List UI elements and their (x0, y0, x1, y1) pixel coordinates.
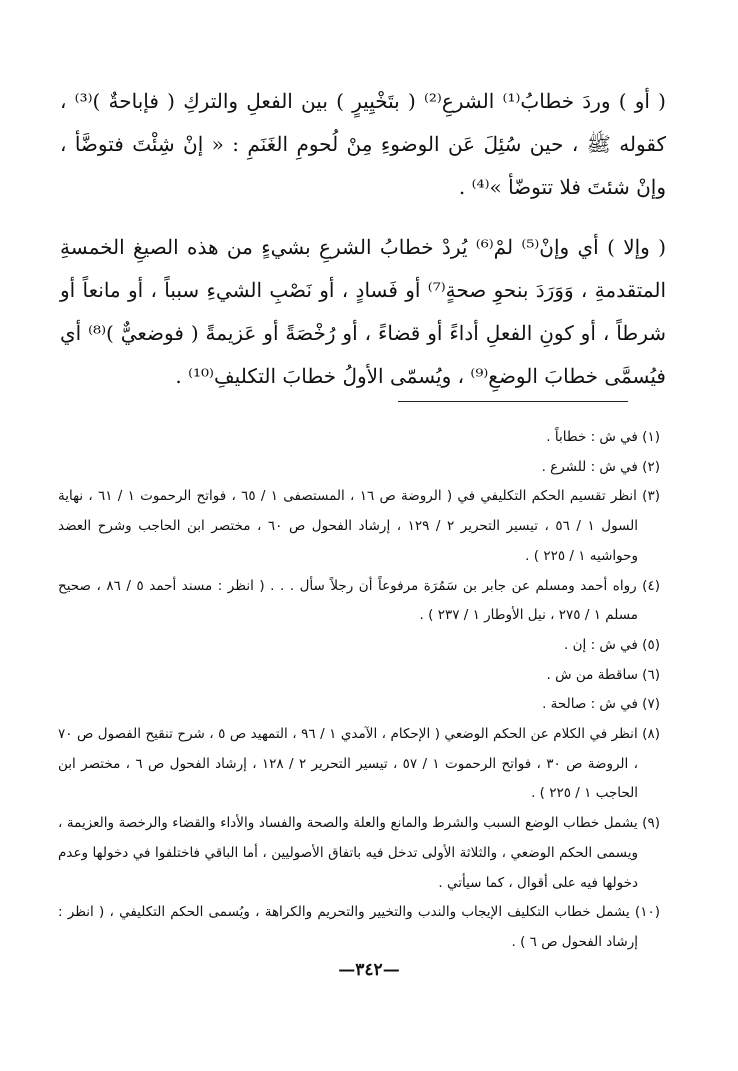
main-paragraph-1: ( أو ) وردَ خطابُ⁽¹⁾ الشرعِ⁽²⁾ ( بتَخْيِيرٍ ) بين الفعلِ والتركِ ( فإباحةٌ )⁽³⁾ ، كقوله ﷺ ، حين سُئِلَ عَن الوضوءِ مِنْ لُحومِ الغَنَمِ : « إنْ شِئْتَ فتوضَّأ ، وإنْ شئتَ فلا تتوضّأ »⁽⁴⁾ . (60, 89, 666, 199)
footnotes (58, 423, 660, 958)
footnote-10: (١٠) يشمل خطاب التكليف الإيجاب والندب والتخيير والتحريم والكراهة ، ويُسمى الحكم التكليفي ، ( انظر : إرشاد الفحول ص ٦ ) . (58, 904, 660, 950)
main-paragraph-2: ( وإلا ) أي وإنْ⁽⁵⁾ لمْ⁽⁶⁾ يُردْ خطابُ الشرعِ بشيءٍ من هذه الصيغِ الخمسةِ المتقدمةِ ، وَوَرَدَ بنحوِ صحةٍ⁽⁷⁾ أو فَسادٍ ، أو نَصْبِ الشيءِ سبباً ، أو مانعاً أو شرطاً ، أو كونِ الفعلِ أداءً أو قضاءً ، أو رُخْصَةً أو عَزيمةً ( فوضعيٌّ )⁽⁸⁾ أي فيُسمَّى خطابَ الوضعِ⁽⁹⁾ ، ويُسمّى الأولُ خطابَ التكليفِ⁽¹⁰⁾ . (60, 235, 666, 388)
footnote-7: (٧) في ش : صالحة . (542, 696, 660, 713)
footnote-9: (٩) يشمل خطاب الوضع السبب والشرط والمانع والعلة والصحة والفساد والأداء والقضاء والرخصة والعزيمة ، ويسمى الحكم الوضعي ، والثلاثة الأولى تدخل فيه باتفاق الأصوليين ، أما الباقي فاختلفوا في دخولها وعدم دخولها فيه على أقوال ، كما سيأتي . (58, 815, 660, 891)
footnote-6: (٦) ساقطة من ش . (546, 666, 660, 683)
footnote-separator (398, 401, 628, 402)
page-number: —٣٤٢— (338, 960, 400, 980)
footnote-5: (٥) في ش : إن . (564, 636, 660, 653)
footnote-2: (٢) في ش : للشرع . (541, 458, 660, 475)
footnote-3: (٣) انظر تقسيم الحكم التكليفي في ( الروضة ص ١٦ ، المستصفى ١ / ٦٥ ، فواتح الرحموت ١ / ٦١ ، نهاية السول ١ / ٥٦ ، تيسير التحرير ٢ / ١٢٩ ، إرشاد الفحول ص ٦٠ ، مختصر ابن الحاجب وشرح العضد وحواشيه ١ / ٢٢٥ ) . (58, 488, 660, 564)
footnote-1: (١) في ش : خطاباً . (546, 429, 660, 445)
footnote-8: (٨) انظر في الكلام عن الحكم الوضعي ( الإحكام ، الآمدي ١ / ٩٦ ، التمهيد ص ٥ ، شرح تنقيح الفصول ص ٧٠ ، الروضة ص ٣٠ ، فواتح الرحموت ١ / ٥٧ ، تيسير التحرير ٢ / ١٢٨ ، إرشاد الفحول ص ٦ ، مختصر ابن الحاجب ١ / ٢٢٥ ) . (58, 726, 660, 802)
footnote-4: (٤) رواه أحمد ومسلم عن جابر بن سَمُرَة مرفوعاً أن رجلاً سأل . . . ( انظر : مسند أحمد ٥ / ٨٦ ، صحيح مسلم ١ / ٢٧٥ ، نيل الأوطار ١ / ٢٣٧ ) . (58, 577, 660, 624)
